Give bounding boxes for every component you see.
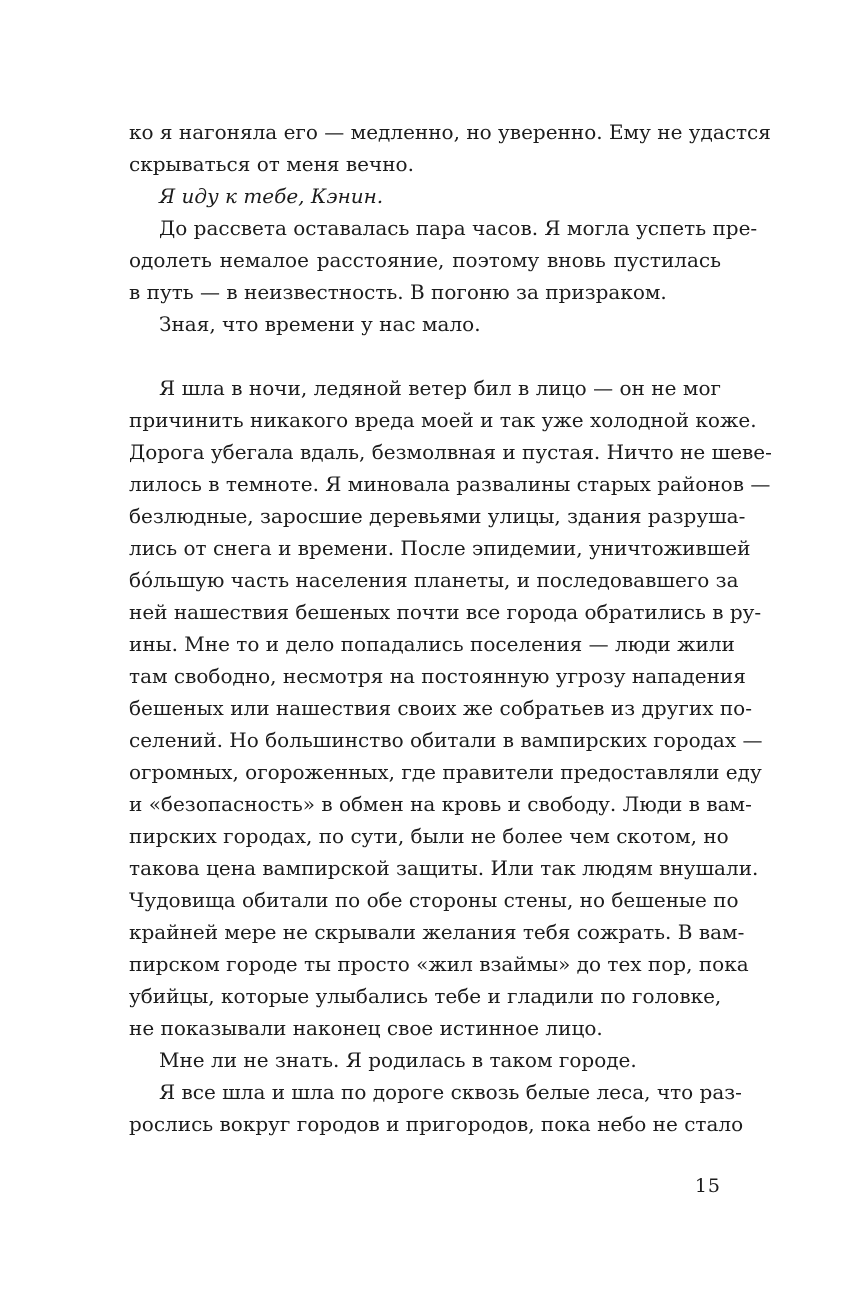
text-line: крайней мере не скрывали желания тебя сожрать. В вам- — [129, 920, 745, 944]
text-line: Я все шла и шла по дороге сквозь белые леса, что раз- — [159, 1080, 742, 1104]
text-line: До рассвета оставалась пара часов. Я могла успеть пре- — [159, 216, 758, 240]
text-line: Зная, что времени у нас мало. — [159, 312, 481, 336]
text-line: безлюдные, заросшие деревьями улицы, здания разруша- — [129, 504, 746, 528]
text-line: бешеных или нашествия своих же собратьев из других по- — [129, 696, 752, 720]
text-line: Чудовища обитали по обе стороны стены, но бешеные по — [129, 888, 739, 912]
section-break — [129, 340, 721, 372]
text-line: лилось в темноте. Я миновала развалины старых районов — — [129, 472, 771, 496]
text-line: такова цена вампирской защиты. Или так людям внушали. — [129, 856, 759, 880]
text-line: Я шла в ночи, ледяной ветер бил в лицо — он не мог — [159, 376, 721, 400]
text-line: пирских городах, по сути, были не более чем скотом, но — [129, 824, 729, 848]
body-text — [129, 116, 772, 1140]
text-line: и «безопасность» в обмен на кровь и свободу. Люди в вам- — [129, 792, 752, 816]
text-line: Дорога убегала вдаль, безмолвная и пустая. Ничто не шеве- — [129, 440, 772, 464]
text-line: лись от снега и времени. После эпидемии, уничтожившей — [129, 536, 751, 560]
text-line: не показывали наконец свое истинное лицо. — [129, 1016, 603, 1040]
page-number: 15 — [694, 1175, 721, 1197]
text-line: огромных, огороженных, где правители предоставляли еду — [129, 760, 762, 784]
text-line: убийцы, которые улыбались тебе и гладили по головке, — [129, 984, 722, 1008]
text-line: ко я нагоняла его — медленно, но уверенно. Ему не удастся — [129, 120, 771, 144]
text-line: ины. Мне то и дело попадались поселения — люди жили — [129, 632, 735, 656]
text-line: в путь — в неизвестность. В погоню за призраком. — [129, 280, 667, 304]
italic-thought-line: Я иду к тебе, Кэнин. — [159, 184, 384, 208]
text-line: скрываться от меня вечно. — [129, 152, 414, 176]
text-line: одолеть немалое расстояние, поэтому вновь пустилась — [129, 248, 721, 272]
text-line: рослись вокруг городов и пригородов, пока небо не стало — [129, 1112, 744, 1136]
text-line: бóльшую часть населения планеты, и последовавшего за — [129, 568, 739, 592]
text-line: там свободно, несмотря на постоянную угрозу нападения — [129, 664, 746, 688]
text-line: селений. Но большинство обитали в вампирских городах — — [129, 728, 763, 752]
text-line: причинить никакого вреда моей и так уже холодной коже. — [129, 408, 757, 432]
text-line: Мне ли не знать. Я родилась в таком городе. — [159, 1048, 637, 1072]
text-line: ней нашествия бешеных почти все города обратились в ру- — [129, 600, 762, 624]
text-line: пирском городе ты просто «жил взаймы» до тех пор, пока — [129, 952, 749, 976]
